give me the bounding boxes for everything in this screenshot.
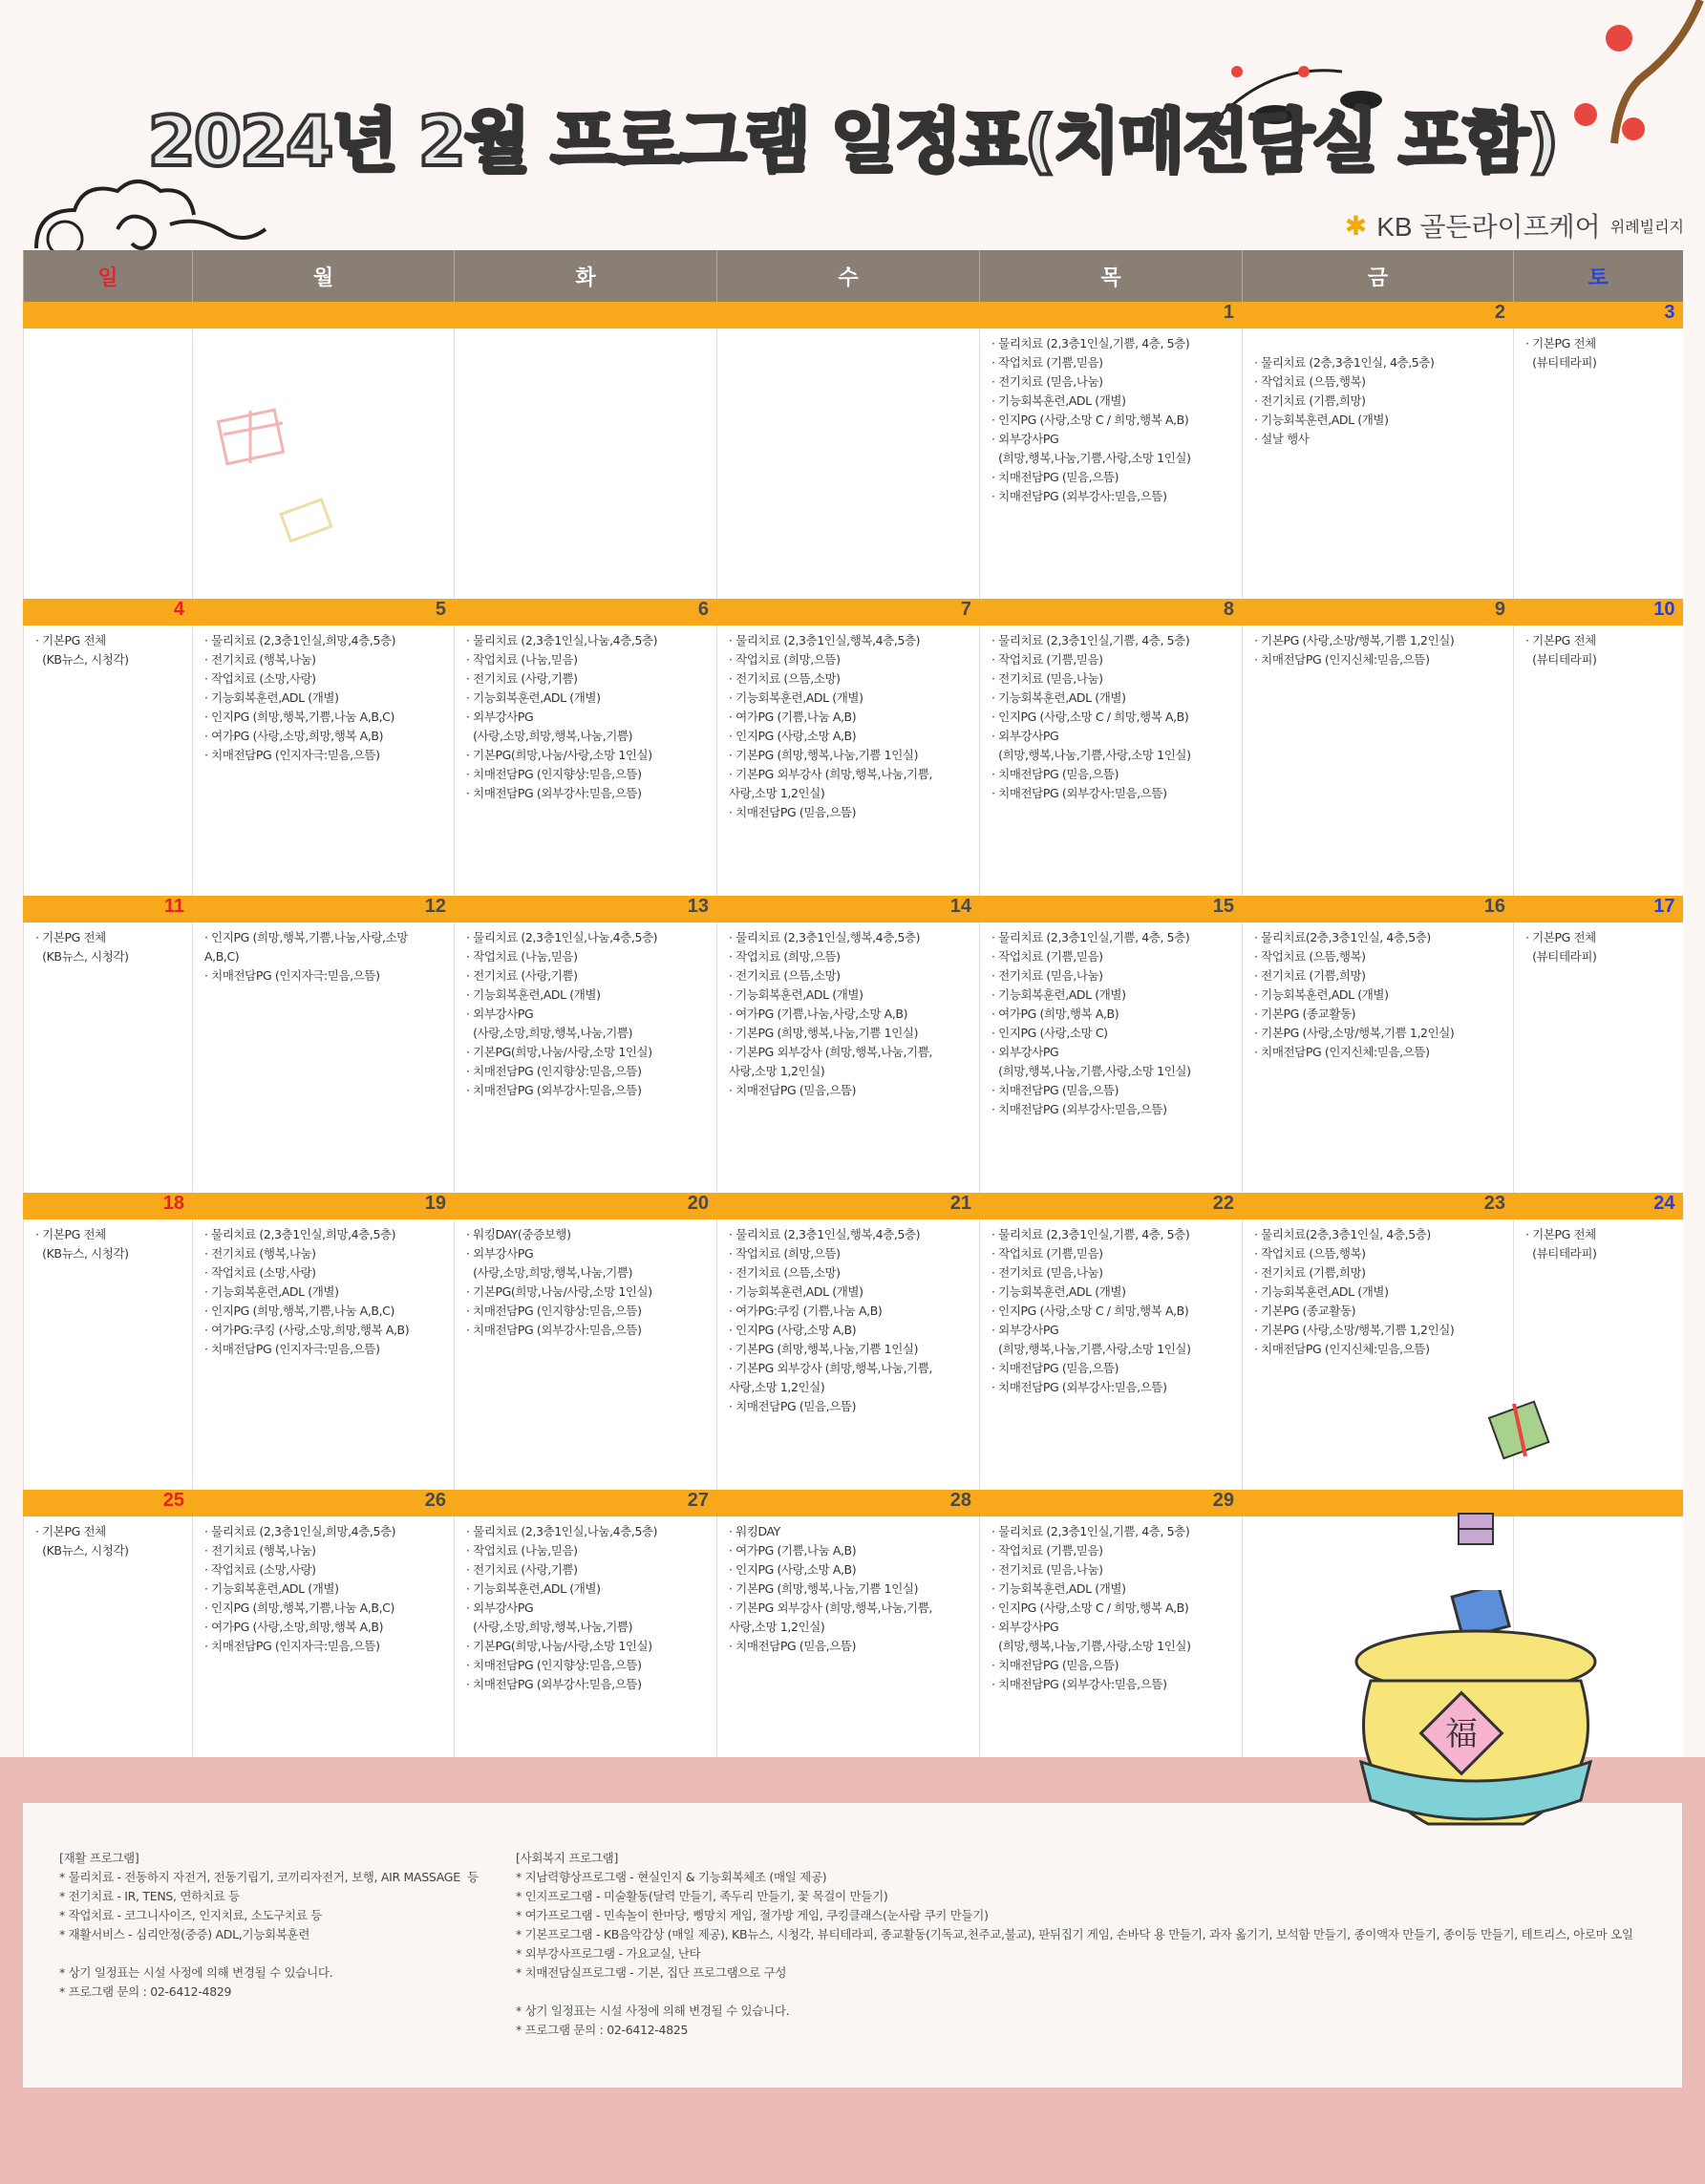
day-schedule: · 물리치료 (2,3층1인실,행복,4층,5층) · 작업치료 (희망,으뜸) · 전기치료 (으뜸,소망) · 기능회복훈련,ADL (개별) · 여가PG (기쁨,나눔,사랑,소망 A,B) · 기본PG (희망,행복,나눔,기쁨 1인실) · 기본PG 외부강사 (희망,행복,나눔,기쁨, 사랑,소망 1,2인실) · 치매전담PG (믿음,으뜸) xyxy=(729,930,932,1097)
date-number: 25 xyxy=(24,1490,193,1516)
day-cell xyxy=(1514,329,1683,599)
date-number: 12 xyxy=(193,896,455,922)
gift-box-icon xyxy=(1485,1389,1562,1466)
weekday-header: 일 xyxy=(24,250,193,302)
date-number: 22 xyxy=(980,1193,1243,1219)
day-schedule: · 물리치료 (2,3층1인실,희망,4층,5층) · 전기치료 (행복,나눔) · 작업치료 (소망,사랑) · 기능회복훈련,ADL (개별) · 인지PG (희망,행복,기쁨,나눔 A,B,C) · 여가PG:쿠킹 (사랑,소망,희망,행복 A,B) · 치매전담PG (인지자극:믿음,으뜸) xyxy=(204,1227,410,1356)
day-cell xyxy=(455,1219,717,1490)
day-cell xyxy=(455,626,717,896)
brand-sub: 위례빌리지 xyxy=(1609,219,1684,236)
date-row xyxy=(24,302,1683,329)
day-schedule: · 물리치료 (2,3층1인실,기쁨, 4층, 5층) · 작업치료 (기쁨,믿음) · 전기치료 (믿음,나눔) · 기능회복훈련,ADL (개별) · 여가PG (희망,행복 A,B) · 인지PG (사랑,소망 C) · 외부강사PG (희망,행복,나눔,기쁨,사랑,소망 1인실) · 치매전담PG (믿음,으뜸) · 치매전담PG (외부강사:믿음,으뜸) xyxy=(991,930,1191,1116)
day-cell xyxy=(193,626,455,896)
day-cell xyxy=(1243,1219,1514,1490)
day-cell xyxy=(980,1219,1243,1490)
day-schedule: · 물리치료 (2,3층1인실,희망,4층,5층) · 전기치료 (행복,나눔) · 작업치료 (소망,사랑) · 기능회복훈련,ADL (개별) · 인지PG (희망,행복,기쁨,나눔 A,B,C) · 여가PG (사랑,소망,희망,행복 A,B) · 치매전담PG (인지자극:믿음,으뜸) xyxy=(204,1524,396,1653)
date-number: 6 xyxy=(455,599,717,626)
day-cell xyxy=(24,329,193,599)
day-schedule: · 물리치료 (2,3층1인실,행복,4층,5층) · 작업치료 (희망,으뜸) · 전기치료 (으뜸,소망) · 기능회복훈련,ADL (개별) · 여가PG:쿠킹 (기쁨,나눔 A,B) · 인지PG (사랑,소망 A,B) · 기본PG (희망,행복,나눔,기쁨 1인실) · 기본PG 외부강사 (희망,행복,나눔,기쁨, 사랑,소망 1,2인실) · 치매전담PG (믿음,으뜸) xyxy=(729,1227,932,1413)
date-number: 18 xyxy=(24,1193,193,1219)
weekday-header: 수 xyxy=(717,250,980,302)
date-number: 28 xyxy=(717,1490,980,1516)
day-cell xyxy=(980,329,1243,599)
brand-name: KB 골든라이프케어 xyxy=(1376,212,1601,242)
day-schedule: · 물리치료(2층,3층1인실, 4층,5층) · 작업치료 (으뜸,행복) · 전기치료 (기쁨,희망) · 기능회복훈련,ADL (개별) · 기본PG (종교활동) · 기본PG (사랑,소망/행복,기쁨 1,2인실) · 치매전담PG (인지신체:믿음,으뜸) xyxy=(1254,1227,1455,1356)
day-schedule: · 워킹DAY · 여가PG (기쁨,나눔 A,B) · 인지PG (사랑,소망 A,B) · 기본PG (희망,행복,나눔,기쁨 1인실) · 기본PG 외부강사 (희망,행복,나눔,기쁨, 사랑,소망 1,2인실) · 치매전담PG (믿음,으뜸) xyxy=(729,1524,932,1653)
date-number: 4 xyxy=(24,599,193,626)
day-schedule: · 물리치료 (2,3층1인실,기쁨, 4층, 5층) · 작업치료 (기쁨,믿음) · 전기치료 (믿음,나눔) · 기능회복훈련,ADL (개별) · 인지PG (사랑,소망 C / 희망,행복 A,B) · 외부강사PG (희망,행복,나눔,기쁨,사랑,소망 1인실) · 치매전담PG (믿음,으뜸) · 치매전담PG (외부강사:믿음,으뜸) xyxy=(991,1227,1191,1394)
date-number: 17 xyxy=(1514,896,1683,922)
day-cell xyxy=(1243,626,1514,896)
social-program-notes: [사회복지 프로그램] * 지남력향상프로그램 - 현실인지 & 기능회복체조 (매일 제공) * 인지프로그램 - 미술활동(달력 만들기, 족두리 만들기, 꽃 목걸이 만들기) * 여가프로그램 - 민속놀이 한마당, 뻥망치 게임, 절가방 게임, 쿠킹클래스(눈사람 쿠키 만들기) * 기본프로그램 - KB음악감상 (매일 제공), KB뉴스, 시청각, 뷰티테라피, 종교활동(기독교,천주교,불교), 판뒤집기 게임, 손바닥 용 만들기, 과자 옮기기, 보석함 만들기, 종이액자 만들기, 종이등 만들기, 테트리스, 아로마 오일 * 외부강사프로그램 - 가요교실, 난타 * 치매전담실프로그램 - 기본, 집단 프로그램으로 구성 * 상기 일정표는 시설 사정에 의해 변경될 수 있습니다. * 프로그램 문의 : 02-6412-4825 xyxy=(516,1851,1633,2037)
date-row xyxy=(24,599,1683,626)
brand-logo xyxy=(1345,206,1684,244)
day-schedule: · 기본PG 전체 (KB뉴스, 시청각) xyxy=(35,930,129,964)
date-number: 15 xyxy=(980,896,1243,922)
rehab-program-notes: [재활 프로그램] * 물리치료 - 전동하지 자전거, 전동기립기, 코끼리자전거, 보행, AIR MASSAGE 등 * 전기치료 - IR, TENS, 연하치료 등 * 작업치료 - 코그니사이즈, 인지치료, 소도구치료 등 * 재활서비스 - 심리안정(중증) ADL,기능회복훈련 * 상기 일정표는 시설 사정에 의해 변경될 수 있습니다. * 프로그램 문의 : 02-6412-4829 xyxy=(59,1851,479,1999)
date-number xyxy=(717,302,980,329)
page-title: 2024년 2월 프로그램 일정표(치매전담실 포함) xyxy=(147,101,1558,181)
day-cell xyxy=(717,1219,980,1490)
date-number xyxy=(1514,1490,1683,1516)
date-number: 23 xyxy=(1243,1193,1514,1219)
date-row xyxy=(24,1490,1683,1516)
date-number: 13 xyxy=(455,896,717,922)
date-number: 19 xyxy=(193,1193,455,1219)
day-cell xyxy=(1514,626,1683,896)
lucky-bag-icon xyxy=(1342,1590,1609,1838)
day-schedule: · 물리치료 (2,3층1인실,기쁨, 4층, 5층) · 작업치료 (기쁨,믿음) · 전기치료 (믿음,나눔) · 기능회복훈련,ADL (개별) · 인지PG (사랑,소망 C / 희망,행복 A,B) · 외부강사PG (희망,행복,나눔,기쁨,사랑,소망 1인실) · 치매전담PG (믿음,으뜸) · 치매전담PG (외부강사:믿음,으뜸) xyxy=(991,633,1191,800)
day-schedule: · 기본PG 전체 (KB뉴스, 시청각) xyxy=(35,1227,129,1261)
day-schedule: · 물리치료 (2,3층1인실,나눔,4층,5층) · 작업치료 (나눔,믿음) · 전기치료 (사랑,기쁨) · 기능회복훈련,ADL (개별) · 외부강사PG (사랑,소망,희망,행복,나눔,기쁨) · 기본PG(희망,나눔/사랑,소망 1인실) · 치매전담PG (인지향상:믿음,으뜸) · 치매전담PG (외부강사:믿음,으뜸) xyxy=(466,633,658,800)
footer-notes xyxy=(23,1803,1682,2088)
day-schedule: · 물리치료 (2,3층1인실,희망,4층,5층) · 전기치료 (행복,나눔) · 작업치료 (소망,사랑) · 기능회복훈련,ADL (개별) · 인지PG (희망,행복,기쁨,나눔 A,B,C) · 여가PG (사랑,소망,희망,행복 A,B) · 치매전담PG (인지자극:믿음,으뜸) xyxy=(204,633,396,762)
day-cell xyxy=(24,626,193,896)
day-schedule: · 물리치료 (2,3층1인실,나눔,4층,5층) · 작업치료 (나눔,믿음) · 전기치료 (사랑,기쁨) · 기능회복훈련,ADL (개별) · 외부강사PG (사랑,소망,희망,행복,나눔,기쁨) · 기본PG(희망,나눔/사랑,소망 1인실) · 치매전담PG (인지향상:믿음,으뜸) · 치매전담PG (외부강사:믿음,으뜸) xyxy=(466,930,658,1097)
day-schedule: · 기본PG 전체 (KB뉴스, 시청각) xyxy=(35,633,129,667)
day-cell xyxy=(24,922,193,1193)
day-cell xyxy=(980,1516,1243,1786)
date-row xyxy=(24,1193,1683,1219)
day-schedule: · 물리치료 (2,3층1인실,기쁨, 4층, 5층) · 작업치료 (기쁨,믿음) · 전기치료 (믿음,나눔) · 기능회복훈련,ADL (개별) · 인지PG (사랑,소망 C / 희망,행복 A,B) · 외부강사PG (희망,행복,나눔,기쁨,사랑,소망 1인실) · 치매전담PG (믿음,으뜸) · 치매전담PG (외부강사:믿음,으뜸) xyxy=(991,336,1191,503)
date-number: 7 xyxy=(717,599,980,626)
date-number: 21 xyxy=(717,1193,980,1219)
day-cell xyxy=(717,922,980,1193)
weekday-header: 토 xyxy=(1514,250,1683,302)
day-cell xyxy=(455,922,717,1193)
date-row xyxy=(24,896,1683,922)
day-schedule: · 물리치료 (2,3층1인실,행복,4층,5층) · 작업치료 (희망,으뜸) · 전기치료 (으뜸,소망) · 기능회복훈련,ADL (개별) · 여가PG (기쁨,나눔 A,B) · 인지PG (사랑,소망 A,B) · 기본PG (희망,행복,나눔,기쁨 1인실) · 기본PG 외부강사 (희망,행복,나눔,기쁨, 사랑,소망 1,2인실) · 치매전담PG (믿음,으뜸) xyxy=(729,633,932,819)
date-number xyxy=(455,302,717,329)
date-number: 20 xyxy=(455,1193,717,1219)
date-number: 8 xyxy=(980,599,1243,626)
date-number xyxy=(24,302,193,329)
schedule-row xyxy=(24,626,1683,896)
day-cell xyxy=(193,1219,455,1490)
day-cell xyxy=(980,922,1243,1193)
day-cell xyxy=(24,1516,193,1786)
day-schedule: · 물리치료 (2층,3층1인실, 4층,5층) · 작업치료 (으뜸,행복) · 전기치료 (기쁨,희망) · 기능회복훈련,ADL (개별) · 설날 행사 xyxy=(1254,355,1435,446)
gift-box-icon xyxy=(212,392,298,468)
date-number: 27 xyxy=(455,1490,717,1516)
day-cell xyxy=(980,626,1243,896)
kb-star-icon: ✱ xyxy=(1344,210,1368,241)
date-number: 29 xyxy=(980,1490,1243,1516)
day-cell xyxy=(717,626,980,896)
schedule-row xyxy=(24,1219,1683,1490)
bag-fortune-text: 福 xyxy=(1445,1715,1478,1753)
day-schedule: · 기본PG 전체 (뷰티테라피) xyxy=(1525,336,1597,370)
gift-box-icon xyxy=(1457,1512,1497,1548)
day-cell xyxy=(1243,922,1514,1193)
date-number: 16 xyxy=(1243,896,1514,922)
day-schedule: · 기본PG 전체 (KB뉴스, 시청각) xyxy=(35,1524,129,1558)
day-schedule: · 물리치료 (2,3층1인실,나눔,4층,5층) · 작업치료 (나눔,믿음) · 전기치료 (사랑,기쁨) · 기능회복훈련,ADL (개별) · 외부강사PG (사랑,소망,희망,행복,나눔,기쁨) · 기본PG(희망,나눔/사랑,소망 1인실) · 치매전담PG (인지향상:믿음,으뜸) · 치매전담PG (외부강사:믿음,으뜸) xyxy=(466,1524,658,1691)
date-number: 10 xyxy=(1514,599,1683,626)
day-schedule: · 기본PG 전체 (뷰티테라피) xyxy=(1525,633,1597,667)
date-number: 2 xyxy=(1243,302,1514,329)
weekday-header: 금 xyxy=(1243,250,1514,302)
day-cell xyxy=(1514,922,1683,1193)
date-number: 14 xyxy=(717,896,980,922)
weekday-header: 목 xyxy=(980,250,1243,302)
day-cell xyxy=(193,922,455,1193)
day-schedule: · 물리치료(2층,3층1인실, 4층,5층) · 작업치료 (으뜸,행복) · 전기치료 (기쁨,희망) · 기능회복훈련,ADL (개별) · 기본PG (종교활동) · 기본PG (사랑,소망/행복,기쁨 1,2인실) · 치매전담PG (인지신체:믿음,으뜸) xyxy=(1254,930,1455,1059)
date-number xyxy=(193,302,455,329)
date-number: 3 xyxy=(1514,302,1683,329)
date-number: 24 xyxy=(1514,1193,1683,1219)
day-schedule: · 기본PG (사랑,소망/행복,기쁨 1,2인실) · 치매전담PG (인지신체:믿음,으뜸) xyxy=(1254,633,1455,667)
day-cell xyxy=(1243,329,1514,599)
day-cell xyxy=(24,1219,193,1490)
day-cell xyxy=(455,329,717,599)
day-schedule: · 물리치료 (2,3층1인실,기쁨, 4층, 5층) · 작업치료 (기쁨,믿음) · 전기치료 (믿음,나눔) · 기능회복훈련,ADL (개별) · 인지PG (사랑,소망 C / 희망,행복 A,B) · 외부강사PG (희망,행복,나눔,기쁨,사랑,소망 1인실) · 치매전담PG (믿음,으뜸) · 치매전담PG (외부강사:믿음,으뜸) xyxy=(991,1524,1191,1691)
day-cell xyxy=(455,1516,717,1786)
day-schedule: · 인지PG (희망,행복,기쁨,나눔,사랑,소망 A,B,C) · 치매전담PG (인지자극:믿음,으뜸) xyxy=(204,930,408,983)
day-schedule: · 기본PG 전체 (뷰티테라피) xyxy=(1525,1227,1597,1261)
day-cell xyxy=(193,1516,455,1786)
weekday-header: 월 xyxy=(193,250,455,302)
schedule-row xyxy=(24,922,1683,1193)
calendar-table xyxy=(23,250,1683,1786)
day-cell xyxy=(717,1516,980,1786)
date-number: 11 xyxy=(24,896,193,922)
date-number: 26 xyxy=(193,1490,455,1516)
day-schedule: · 워킹DAY(중증보행) · 외부강사PG (사랑,소망,희망,행복,나눔,기쁨) · 기본PG(희망,나눔/사랑,소망 1인실) · 치매전담PG (인지향상:믿음,으뜸) · 치매전담PG (외부강사:믿음,으뜸) xyxy=(466,1227,652,1337)
date-number: 9 xyxy=(1243,599,1514,626)
weekday-header: 화 xyxy=(455,250,717,302)
day-schedule: · 기본PG 전체 (뷰티테라피) xyxy=(1525,930,1597,964)
date-number: 5 xyxy=(193,599,455,626)
day-cell xyxy=(717,329,980,599)
date-number: 1 xyxy=(980,302,1243,329)
weekday-header-row xyxy=(24,250,1683,302)
gift-box-icon xyxy=(277,492,344,549)
